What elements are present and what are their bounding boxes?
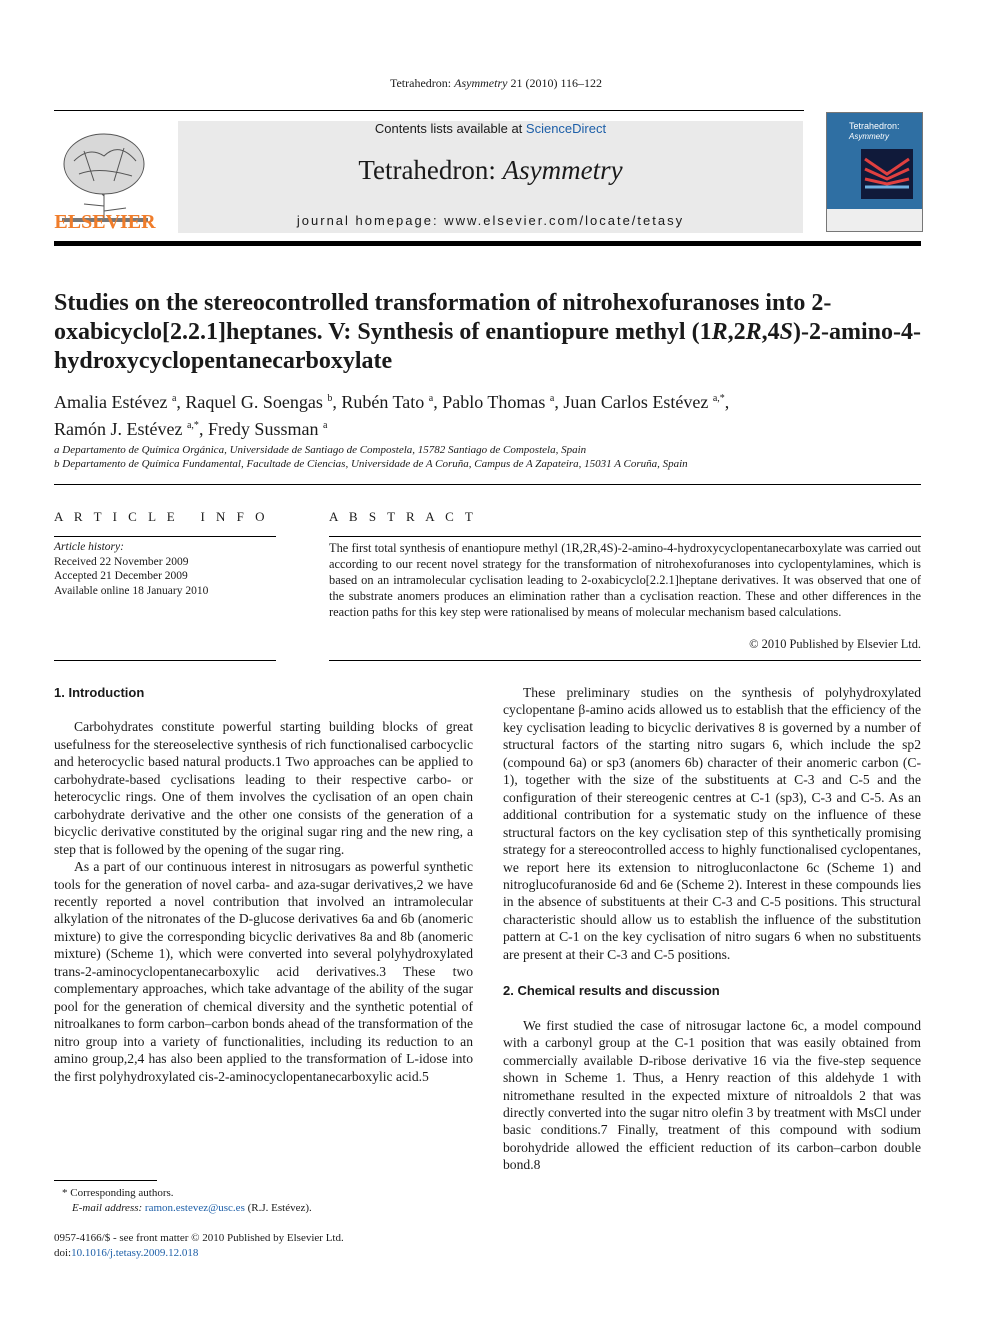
- abstract-heading: A B S T R A C T: [329, 509, 477, 524]
- issn-line: 0957-4166/$ - see front matter © 2010 Published by Elsevier Ltd.: [54, 1232, 344, 1244]
- email-label: E-mail address:: [72, 1201, 145, 1214]
- abstract-bottom-rule: [329, 660, 921, 661]
- article-history: [54, 540, 284, 598]
- online-date: Available online 18 January 2010: [54, 584, 209, 597]
- journal-citation: Tetrahedron: Asymmetry 21 (2010) 116–122: [389, 76, 602, 90]
- corresponding-note: * Corresponding authors.: [62, 1187, 174, 1199]
- cover-footer: [827, 209, 922, 231]
- results-heading: 2. Chemical results and discussion: [503, 983, 720, 999]
- authors-line-2: Ramón J. Estévez $^{a,*}$, Fredy Sussman $^a$: [54, 419, 328, 439]
- journal-cover-thumbnail: [826, 112, 923, 232]
- abstract-rule: [329, 536, 921, 537]
- header-rule: [54, 110, 804, 111]
- right-paragraph-1: These preliminary studies on the synthesis of polyhydroxylated cyclopentane β-amino acids allowed us to establish that the efficiency of the key cyclisation leading to bicyclic derivatives 8 is governed by a number of structural factors of the starting nitro sugars 6, which include the sp2 (compound 6a) or sp3 (anomers 6b) character of their anomeric carbon (C-1), together with the size of the substituents at C-3 and C-5 and the configuration of their stereogenic centres at C-1 (sp3), C-3 and C-5. As an additional contribution for a systematic study on the influence of these structural factors on the key cyclisation step of this synthetically promising strategy for a stereocontrolled access to highly functionalised cyclopentanes, we report here its extension to nitrogluconlactone 6c (Scheme 1) and nitroglucofuranoside 6d and 6e (Scheme 2). Interest in these compounds lies in the absence of substituents at their C-3 and C-5 positions. This structural characteristic should allow us to establish the influence of the substitution pattern at C-1 on the key cyclisation of nitro sugars 6 when no substituents are present at their C-3 and C-5 positions.: [503, 685, 921, 962]
- doi-link[interactable]: 10.1016/j.tetasy.2009.12.018: [71, 1246, 199, 1259]
- left-column: [54, 684, 473, 1085]
- email-suffix: (R.J. Estévez).: [244, 1201, 312, 1214]
- journal-title: Tetrahedron: Asymmetry: [358, 155, 623, 185]
- cover-title: Tetrahedron: Asymmetry: [849, 121, 900, 141]
- cover-artwork: [861, 149, 913, 199]
- contents-prefix: Contents lists available at: [374, 121, 526, 136]
- doi-label: doi:: [54, 1246, 72, 1259]
- author-list: [54, 387, 924, 441]
- received-date: Received 22 November 2009: [54, 555, 189, 568]
- authors-line-1: Amalia Estévez $^a$, Raquel G. Soengas $^b$, Rubén Tato $^a$, Pablo Thomas $^a$, Juan Carlos Estévez $^{a,*}$,: [54, 392, 730, 412]
- sciencedirect-link[interactable]: ScienceDirect: [525, 121, 607, 136]
- intro-heading: 1. Introduction: [54, 685, 145, 700]
- footnote-rule: [54, 1180, 157, 1181]
- intro-paragraph-1: Carbohydrates constitute powerful starting building blocks of great usefulness for the stereoselective synthesis of rich functionalised carbocyclic and heterocyclic based natural products.1 Two approaches can be applied to carbohydrate-based cyclisations leading to their respective carbo- or heterocyclic rings. One of them involves the cyclisation of an open chain carbohydrate derivative and the other one consists of the generation of a bicyclic derivative constituted by the original sugar ring and the new ring, a step that is followed by the opening of the sugar ring.: [54, 719, 473, 857]
- affiliation-a: a Departamento de Química Orgánica, Universidade de Santiago de Compostela, 15782 Santiago de Compostela, Spain: [54, 444, 587, 456]
- article-title: Studies on the stereocontrolled transformation of nitrohexofuranoses into 2-oxabicyclo[2.2.1]heptanes. V: Synthesis of enantiopure methyl (1R,2R,4S)-2-amino-4-hydroxycyclopentanecarboxylate: [54, 290, 921, 374]
- footnotes: [54, 1186, 474, 1215]
- email-note: [54, 1201, 474, 1216]
- doi-line: [54, 1246, 474, 1261]
- right-paragraph-2: We first studied the case of nitrosugar lactone 6c, a model compound with a carbonyl group at the C-1 position that was easily obtained from commercially available D-ribose derivative 16 via the five-step sequence shown in Scheme 1. Thus, a Henry reaction of this aldehyde 1 with nitromethane resulted in the expected mixture of nitroaldols 2 that was directly converted into the sugar nitro olefin 3 by treatment with MsCl under basic conditions.7 Finally, treatment of this compound with sodium borohydride allowed the efficient reduction of its carbon–carbon double bond.8: [503, 1017, 921, 1173]
- abstract-text: The first total synthesis of enantiopure methyl (1R,2R,4S)-2-amino-4-hydroxycyclopentanecarboxylate was carried out according to our recent novel strategy for the transformation of nitrohexofuranoses into cyclopentylamines, which is based on an intramolecular cyclisation leading to 2-oxabicyclo[2.2.1]heptane derivatives. It was observed that one of the substrate anomers produces an elimination rather than a cyclisation reaction. These and other differences in the reaction paths for this key step were rationalised by means of molecular mechanism based calculations.: [329, 541, 921, 620]
- elsevier-wordmark: ELSEVIER: [54, 211, 156, 233]
- history-label: Article history:: [54, 541, 124, 553]
- header-thick-rule: [54, 241, 921, 246]
- affiliation-b: b Departamento de Química Fundamental, Facultade de Ciencias, Universidade de A Coruña, Campus de A Zapateira, 15031 A Coruña, Spain: [54, 458, 688, 470]
- abstract-copyright: © 2010 Published by Elsevier Ltd.: [749, 637, 921, 651]
- accepted-date: Accepted 21 December 2009: [54, 570, 188, 582]
- email-link[interactable]: ramon.estevez@usc.es: [144, 1201, 245, 1214]
- journal-homepage[interactable]: journal homepage: www.elsevier.com/locate/tetasy: [296, 213, 685, 228]
- article-info-rule: [54, 536, 276, 537]
- contents-line: [178, 121, 803, 136]
- affiliation-rule: [54, 484, 921, 485]
- right-column: [503, 684, 921, 1174]
- article-info-heading: A R T I C L E I N F O: [54, 509, 269, 524]
- intro-paragraph-2: As a part of our continuous interest in nitrosugars as powerful synthetic tools for the generation of novel carba- and aza-sugar derivatives,2 we have recently reported a novel contribution that involved an intramolecular alkylation of the nitronates of the D-glucose derivatives 6a and 6b (anomeric mixture) to give the corresponding bicyclic derivatives 8a and 8b (anomeric mixture) (Scheme 1), which were converted into several polyhydroxylated trans-2-aminocyclopentanecarboxylic acid derivatives.3 These two complementary approaches, which take advantage of the ability of the sugar pool for the generation of chemical diversity and the synthetic potential of nitroalkanes to form carbon–carbon bonds ahead of the transformation of the nitro group into a variety of functionalities, including its reduction to an amino group,2,4 has also been applied to the transformation of L-idose into the first polyhydroxylated cis-2-aminocyclopentanecarboxylic acid.5: [54, 859, 473, 1084]
- article-info-bottom-rule: [54, 660, 276, 661]
- page-footer: [54, 1231, 474, 1260]
